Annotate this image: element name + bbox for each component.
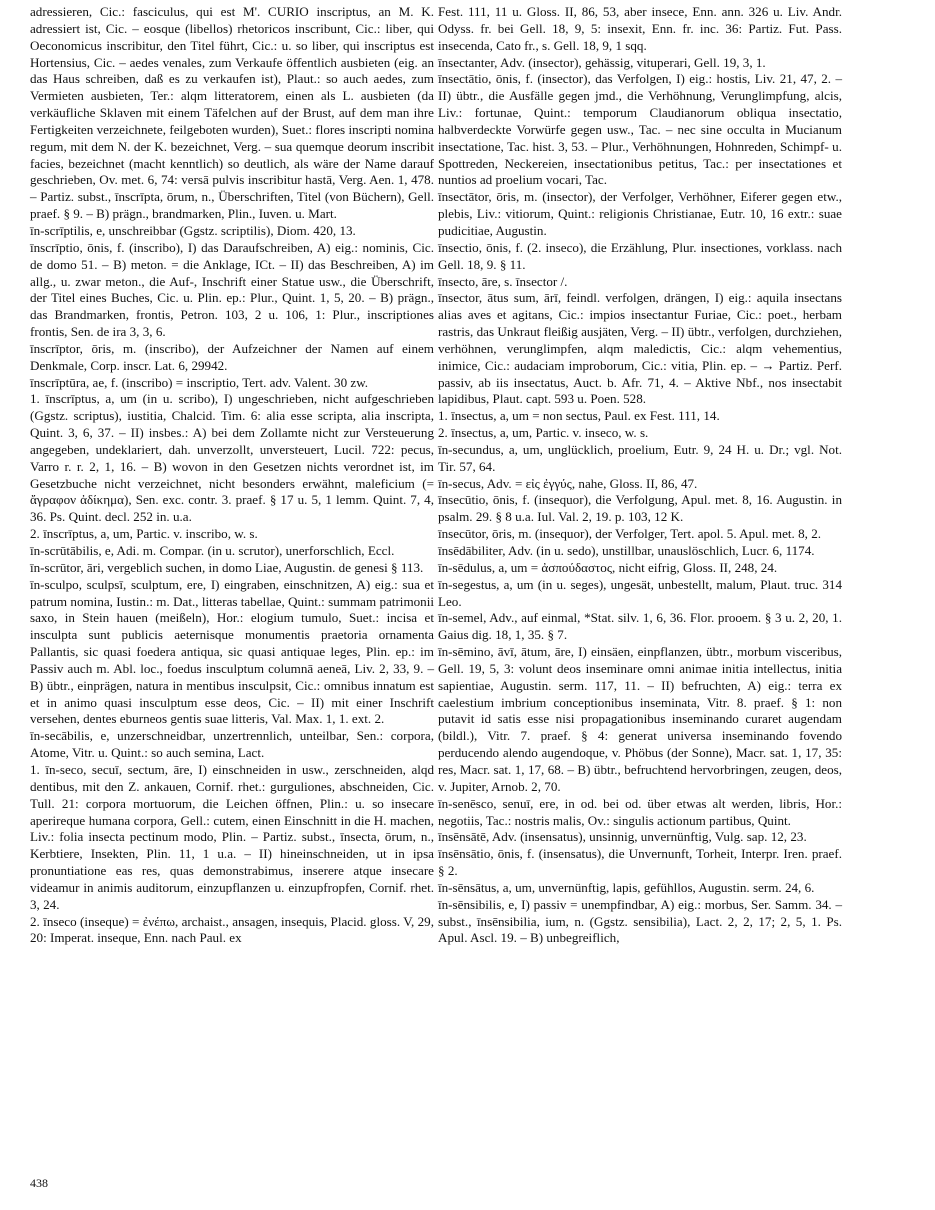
dictionary-entry: īnscrīptor, ōris, m. (inscribo), der Aufzeichner der Namen auf einem Denkmale, Corp. inscr. Lat. 6, 29942. — [30, 340, 434, 373]
dictionary-entry: 2. īnsectus, a, um, Partic. v. inseco, w. s. — [438, 425, 649, 441]
dictionary-entry: īnscrīptio, ōnis, f. (inscribo), I) das Daraufschreiben, A) eig.: nominis, Cic. de domo 51. – B) meton. = die Anklage, ICt. – II) das Beschreiben, A) im allg., u. zwar meton., die Auf-, Inschrift einer Statue usw., die Überschrift, der Titel eines Buches, Cic. u. Plin. ep.: Plur., Quint. 1, 5, 20. – B) prägn., das Brandmarken, frontis, Petron. 103, 2 u. 106, 1: Plur., inscriptiones frontis, Sen. de ira 3, 3, 6. — [30, 239, 434, 340]
dictionary-entry: īn-scrīptilis, e, unschreibbar (Ggstz. scriptilis), Diom. 420, 13. — [30, 222, 356, 238]
dictionary-entry: īnsectio, ōnis, f. (2. inseco), die Erzählung, Plur. insectiones, vorklass. nach Gell. 18, 9. § 11. — [438, 239, 842, 272]
dictionary-entry: īn-senēsco, senuī, ere, in od. bei od. über etwas alt werden, libris, Hor.: negotiis, Tac.: nostris malis, Ov.: singulis actionum partibus, Quint. — [438, 795, 842, 828]
dictionary-entry: īnsector, ātus sum, ārī, feindl. verfolgen, drängen, I) eig.: aquila insectans alias aves et agitans, Cic.: impios insectantur Furiae, Cic.: poet., herbam rastris, das Unkraut fleißig ausjäten, Verg. – II) übtr., verfolgen, durchziehen, verhöhnen, verunglimpfen, alqm maledictis, Cic.: alqm vehementius, inimice, Cic.: audaciam improborum, Cic.: vitia, Plin. ep. – → Partiz. Perf. passiv, ab iis insectatus, Auct. b. Afr. 71, 4. – Aktive Nbf., nos insectabit lapidibus, Plaut. capt. 593 u. Poen. 528. — [438, 290, 842, 407]
dictionary-entry: īn-sēnsibilis, e, I) passiv = unempfindbar, A) eig.: morbus, Ser. Samm. 34. – subst., īnsēnsibilia, ium, n. (Ggstz. sensibilia), Lact. 2, 2, 17; 2, 5, 1. Ps. Apul. Ascl. 19. – B) unbegreiflich, — [438, 896, 842, 946]
dictionary-entry: īnsectanter, Adv. (insector), gehässig, vituperari, Gell. 19, 3, 1. — [438, 54, 766, 70]
dictionary-entry: īnsēdābiliter, Adv. (in u. sedo), unstillbar, unauslöschlich, Lucr. 6, 1174. — [438, 543, 815, 558]
dictionary-entry: Fest. 111, 11 u. Gloss. II, 86, 53, aber insece, Enn. ann. 326 u. Liv. Andr. Odyss. fr. bei Gell. 18, 9, 5: insexit, Enn. fr. inc. 36: Partiz. Fut. Pass. insecenda, Cato fr., s. Gell. 18, 9, 1 sqq. — [438, 4, 842, 53]
page-number: 438 — [30, 1176, 48, 1190]
dictionary-entry: 1. īn-seco, secuī, sectum, āre, I) einschneiden in usw., zerschneiden, alqd dentibus, mit den Z. ankauen, Cornif. rhet.: gurguliones, abschneiden, Cic. Tull. 21: corpora mortuorum, die Leichen öffnen, Plin.: u. so insecare aperireque humana corpora, Gell.: cutem, einen Einschnitt in die H. machen, Liv.: folia insecta pectinum modo, Plin. – Partiz. subst., īnsecta, ōrum, n., Kerbtiere, Insekten, Plin. 11, 1 u.a. – II) hineinschneiden, ut in ipsa pronuntiatione eas res, quas demonstrabimus, inserere atque insecare videamur in animis auditorum, einzupflanzen u. einzupfropfen, Cornif. rhet. 3, 24. — [30, 761, 434, 912]
dictionary-entry: īn-sculpo, sculpsī, sculptum, ere, I) eingraben, einschnitzen, A) eig.: sua et patrum nomina, Iustin.: m. Dat., litteras tabellae, Quint.: summam patrimonii saxo, in Stein hauen (meißeln), Hor.: elogium tumulo, Suet.: incisa et insculpta sunt publicis aeternisque monumentis praetoria ornamenta Pallantis, sic quasi foedera antiqua, sic quasi antiquae leges, Plin. ep.: im Passiv auch m. Abl. loc., foedus insculptum columnā aeneā, Liv. 2, 33, 9. – B) übtr., einprägen, natura in mentibus insculpsit, Cic.: omnibus innatum est et in animo quasi insculptum esse deos, Cic. – II) mit einer Inschrift versehen, dentes eburneos gentis suae litteris, Val. Max. 1, 1. ext. 2. — [30, 576, 434, 727]
dictionary-entry: īn-segestus, a, um (in u. seges), ungesät, unbestellt, malum, Plaut. truc. 314 Leo. — [438, 576, 842, 609]
dictionary-entry: īnsēnsātio, ōnis, f. (insensatus), die Unvernunft, Torheit, Interpr. Iren. praef. § 2. — [438, 846, 842, 879]
dictionary-entry: īnsecūtor, ōris, m. (insequor), der Verfolger, Tert. apol. 5. Apul. met. 8, 2. — [438, 526, 822, 542]
dictionary-entry: īnsēnsātē, Adv. (insensatus), unsinnig, unvernünftig, Vulg. sap. 12, 23. — [438, 829, 807, 845]
dictionary-entry: īnscrīptūra, ae, f. (inscribo) = inscriptio, Tert. adv. Valent. 30 zw. — [30, 374, 369, 390]
dictionary-entry: īn-secus, Adv. = εἰς ἐγγύς, nahe, Gloss. II, 86, 47. — [438, 475, 698, 491]
dictionary-entry: īnsectātio, ōnis, f. (insector), das Verfolgen, I) eig.: hostis, Liv. 21, 47, 2. – II) übtr., die Ausfälle gegen jmd., die Verhöhnung, Verunglimpfung, alcis, Liv.: fortunae, Quint.: temporum Claudianorum obliqua insectatio, halbverdeckte Vorwürfe gegen usw., Tac. – nec sine occulta in Mucianum insectatione, Tac. hist. 3, 53. – Plur., Verhöhnungen, Hohnreden, Schimpf- u. Spottreden, Neckereien, insectationibus petitus, Tac.: per insectationes et nuntios ad proelium vocari, Tac. — [438, 71, 842, 188]
dictionary-entry: īn-scrūtor, āri, vergeblich suchen, in domo Liae, Augustin. de genesi § 113. — [30, 559, 424, 575]
left-column — [30, 4, 434, 947]
dictionary-entry: 1. īnsectus, a, um = non sectus, Paul. ex Fest. 111, 14. — [438, 408, 720, 424]
dictionary-entry: īnsectātor, ōris, m. (insector), der Verfolger, Verhöhner, Eiferer gegen etw., plebis, Liv.: vitiorum, Quint.: religionis Christianae, Eutr. 10, 16 extr.: suae pudicitiae, Augustin. — [438, 189, 842, 238]
dictionary-entry: 2. īnseco (inseque) = ἐνέπω, archaist., ansagen, insequis, Placid. gloss. V, 29, 20: Imperat. inseque, Enn. nach Paul. ex — [30, 913, 434, 946]
dictionary-entry: īn-sēnsātus, a, um, unvernünftig, lapis, gefühllos, Augustin. serm. 24, 6. — [438, 879, 815, 895]
dictionary-entry: īn-sēmino, āvī, ātum, āre, I) einsäen, einpflanzen, übtr., morbum visceribus, Gell. 19, 5, 3: volunt deos inseminare omni animae initia intellectus, initia sapientiae, Augustin. serm. 117, 11. – II) befruchten, A) eig.: terra ex caelestium imbrium conceptionibus inseminata, Vitr. 8. praef. § 1: non putavit id satis esse nisi propagationibus inseminando curaret augendam (bildl.), Vitr. 7. praef. § 4: generat universa inseminando fovendo perducendo alendo augendoque, v. Phöbus (der Sonne), Macr. sat. 1, 17, 35: res, Macr. sat. 1, 17, 68. – B) übtr., befruchtend hervorbringen, zeugen, deos, v. Jupiter, Arnob. 2, 70. — [438, 644, 842, 794]
dictionary-entry: adressieren, Cic.: fasciculus, qui est M'. CURIO inscriptus, an M. K. adressiert ist, Cic. – eosque (libellos) rhetoricos inscribunt, Cic.: liber, qui Oeconomicus inscribitur, den Titel führt, Cic.: u. so liber, qui inscriptus est Hortensius, Cic. – aedes venales, zum Verkaufe öffentlich ausbieten (eig. an das Haus schreiben, daß es zu verkaufen ist), Plaut.: so auch aedes, zum Vermieten ausbieten, Ter.: alqm litteratorem, einen als L. ausbieten (da verkäufliche Sklaven mit einem Täfelchen auf der Brust, auf dem man ihre Fertigkeiten verzeichnete, feilgeboten wurden), Suet.: flores inscripti nomina regum, mit dem N. der K. bezeichnet, Verg. – sua quemque deorum inscribit facies, bezeichnet (macht kenntlich) so deutlich, als wäre der Name darauf geschrieben, Ov. met. 6, 74: versā pulvis inscribitur hastā, Verg. Aen. 1, 478. – Partiz. subst., īnscrīpta, ōrum, n., Überschriften, Titel (von Büchern), Gell. praef. § 9. – B) prägn., brandmarken, Plin., Iuven. u. Mart. — [30, 4, 434, 222]
right-column — [438, 4, 842, 947]
dictionary-entry: īn-semel, Adv., auf einmal, *Stat. silv. 1, 6, 36. Flor. prooem. § 3 u. 2, 20, 1. Gaius dig. 18, 1, 35. § 7. — [438, 610, 842, 643]
dictionary-entry: 2. īnscrīptus, a, um, Partic. v. inscribo, w. s. — [30, 526, 258, 542]
dictionary-entry: 1. īnscrīptus, a, um (in u. scribo), I) ungeschrieben, nicht aufgeschrieben (Ggstz. scriptus), iustitia, Chalcid. Tim. 6: alia esse scripta, alia inscripta, Quint. 3, 6, 37. – II) insbes.: A) bei dem Zollamte nicht zur Versteuerung angegeben, undeklariert, dah. unverzollt, unversteuert, Lucil. 722: pecus, Varro r. r. 2, 1, 16. – B) wovon in den Gesetzen nichts verordnet ist, im Gesetzbuche nicht verzeichnet, nicht besonders erwähnt, maleficium (= ἄγραφον ἀδίκημα), Sen. exc. contr. 3. praef. § 17 u. 5, 1 lemm. Quint. 7, 4, 36. Ps. Quint. decl. 252 in. u.a. — [30, 391, 434, 525]
dictionary-entry: īn-scrūtābilis, e, Adi. m. Compar. (in u. scrutor), unerforschlich, Eccl. — [30, 543, 395, 558]
dictionary-entry: īnsecto, āre, s. īnsector /. — [438, 273, 568, 289]
dictionary-entry: īn-secundus, a, um, unglücklich, proelium, Eutr. 9, 24 H. u. Dr.; vgl. Not. Tir. 57, 64. — [438, 441, 842, 474]
dictionary-entry: īnsecūtio, ōnis, f. (insequor), die Verfolgung, Apul. met. 8, 16. Augustin. in psalm. 29. § 8 u.a. Iul. Val. 2, 19. p. 103, 12 K. — [438, 492, 842, 525]
dictionary-entry: īn-sēdulus, a, um = ἀσπούδαστος, nicht eifrig, Gloss. II, 248, 24. — [438, 559, 778, 575]
dictionary-entry: īn-secābilis, e, unzerschneidbar, unzertrennlich, unteilbar, Sen.: corpora, Atome, Vitr. u. Quint.: so auch semina, Lact. — [30, 728, 434, 761]
